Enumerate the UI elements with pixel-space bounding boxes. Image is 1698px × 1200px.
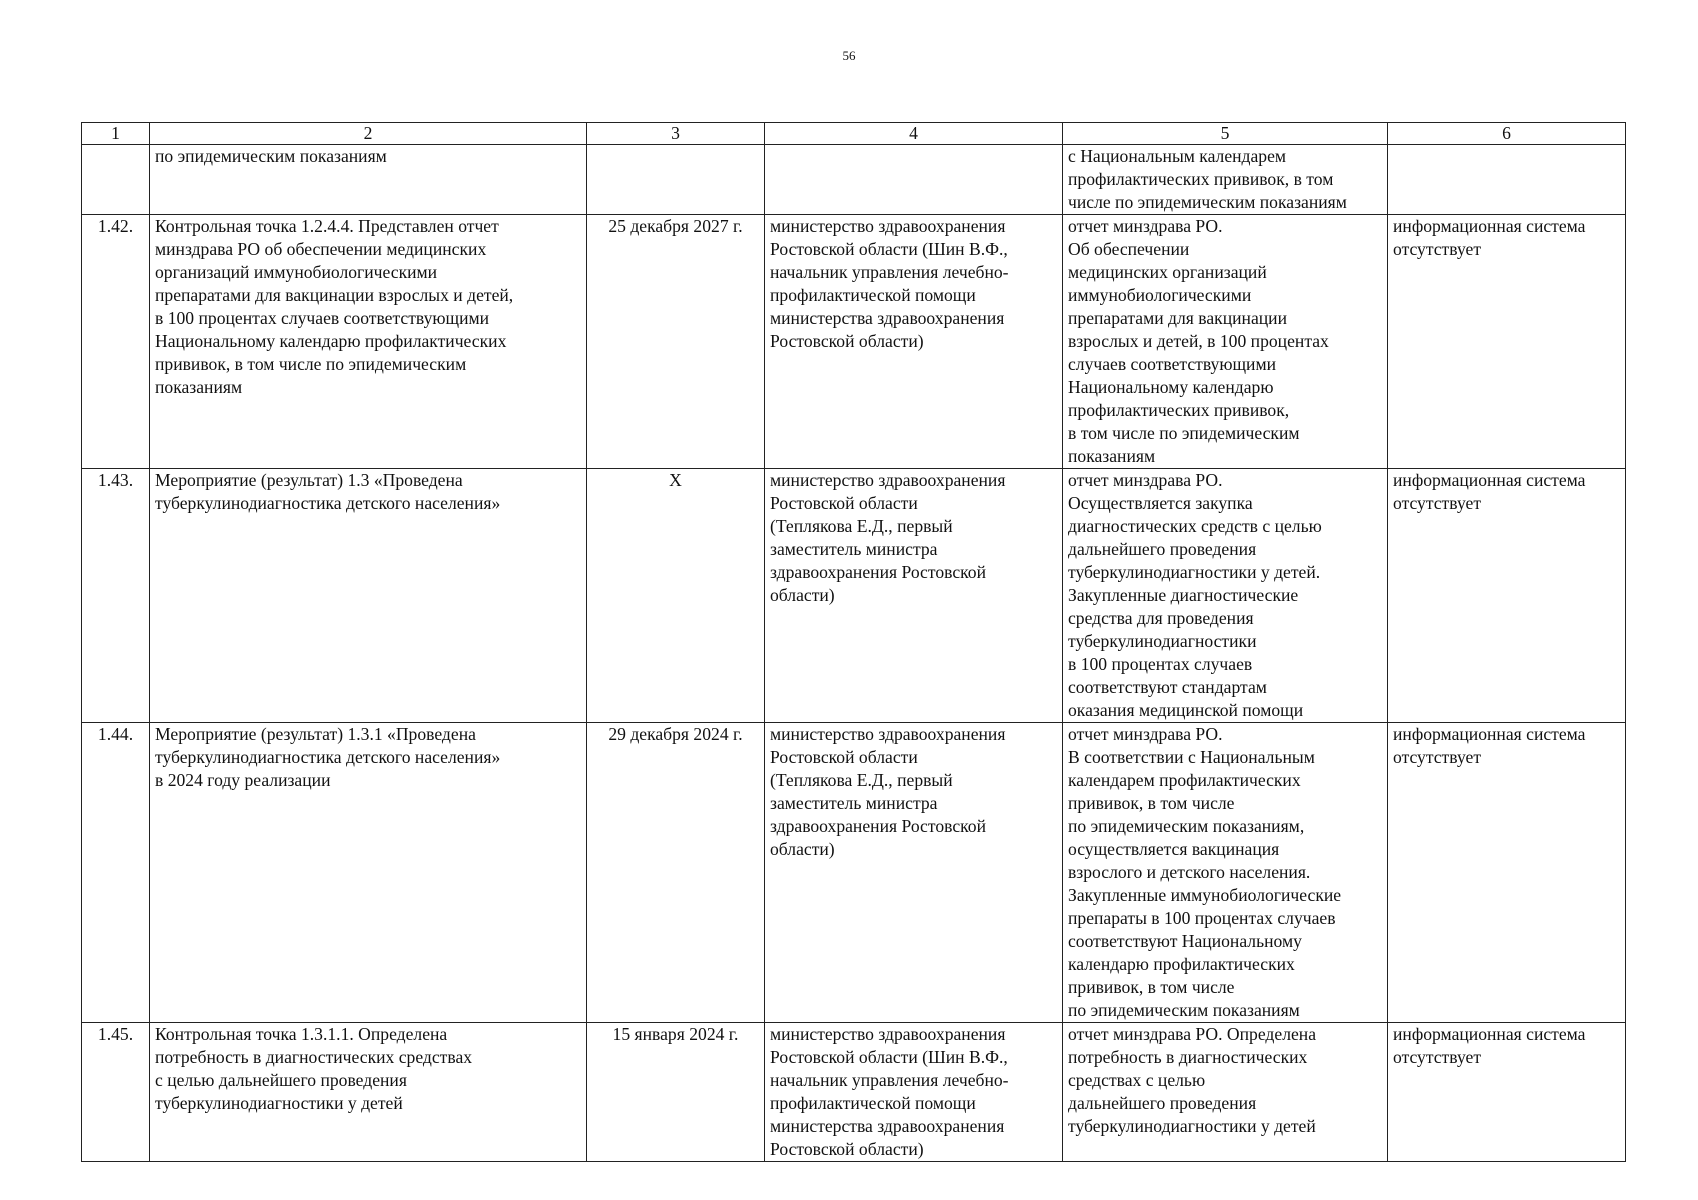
row-number-cell bbox=[82, 145, 150, 215]
text-line-content: средства для проведения bbox=[1068, 608, 1254, 628]
header-row bbox=[82, 123, 1626, 145]
text-line-content: по эпидемическим показаниям, bbox=[1068, 816, 1305, 836]
text-line-content: Национальному календарю профилактических bbox=[155, 331, 507, 351]
table-row bbox=[82, 723, 1626, 1023]
text-line bbox=[155, 376, 581, 399]
text-line-content: Осуществляется закупка bbox=[1068, 493, 1253, 513]
text-line bbox=[1068, 191, 1382, 214]
text-line-content: числе по эпидемическим показаниям bbox=[1068, 192, 1347, 212]
text-line bbox=[770, 215, 1057, 238]
text-line-content: показаниям bbox=[155, 377, 243, 397]
text-line bbox=[155, 492, 581, 515]
row-number-cell: 1.42. bbox=[82, 215, 150, 469]
text-line bbox=[1068, 769, 1382, 792]
text-line-content: дальнейшего проведения bbox=[1068, 539, 1257, 559]
text-line bbox=[1068, 145, 1382, 168]
text-line bbox=[155, 307, 581, 330]
text-line bbox=[155, 145, 581, 168]
text-line bbox=[770, 284, 1057, 307]
text-line bbox=[155, 723, 581, 746]
text-line bbox=[1068, 469, 1382, 492]
text-line bbox=[770, 307, 1057, 330]
event-name-cell bbox=[150, 215, 587, 469]
text-line-content: информационная система bbox=[1393, 470, 1586, 490]
text-line bbox=[155, 1023, 581, 1046]
text-line-content: соответствуют Национальному bbox=[1068, 931, 1302, 951]
event-name-cell bbox=[150, 723, 587, 1023]
text-line-content: иммунобиологическими bbox=[1068, 285, 1252, 305]
text-line-content: календарю профилактических bbox=[1068, 954, 1295, 974]
plan-table bbox=[81, 122, 1626, 1162]
event-name-cell bbox=[150, 1023, 587, 1162]
text-line bbox=[770, 584, 1057, 607]
text-line-content: (Теплякова Е.Д., первый bbox=[770, 770, 953, 790]
result-cell bbox=[1063, 723, 1388, 1023]
deadline-cell: 25 декабря 2027 г. bbox=[587, 215, 765, 469]
text-line-content: по эпидемическим показаниям bbox=[155, 146, 387, 166]
text-line bbox=[770, 492, 1057, 515]
text-line-content: отчет минздрава РО. bbox=[1068, 216, 1223, 236]
text-line-content: минздрава РО об обеспечении медицинских bbox=[155, 239, 487, 259]
text-line-content: потребность в диагностических средствах bbox=[155, 1047, 473, 1067]
table-row bbox=[82, 215, 1626, 469]
text-line bbox=[1068, 1069, 1382, 1092]
text-line bbox=[770, 838, 1057, 861]
deadline-cell: X bbox=[587, 469, 765, 723]
text-line bbox=[1068, 792, 1382, 815]
result-cell bbox=[1063, 469, 1388, 723]
text-line bbox=[1393, 723, 1620, 746]
text-line bbox=[1068, 1046, 1382, 1069]
text-line bbox=[1068, 676, 1382, 699]
text-line-content: в 100 процентах случаев bbox=[1068, 654, 1253, 674]
table-row bbox=[82, 469, 1626, 723]
text-line bbox=[155, 238, 581, 261]
text-line bbox=[770, 515, 1057, 538]
text-line bbox=[1068, 561, 1382, 584]
text-line-content: средствах с целью bbox=[1068, 1070, 1206, 1090]
text-line bbox=[155, 746, 581, 769]
text-line bbox=[1068, 699, 1382, 722]
text-line bbox=[770, 261, 1057, 284]
text-line bbox=[1068, 492, 1382, 515]
text-line bbox=[1393, 215, 1620, 238]
text-line-content: календарем профилактических bbox=[1068, 770, 1301, 790]
text-line-content: заместитель министра bbox=[770, 793, 938, 813]
text-line-content: с Национальным календарем bbox=[1068, 146, 1287, 166]
text-line bbox=[1068, 861, 1382, 884]
text-line-content: осуществляется вакцинация bbox=[1068, 839, 1280, 859]
info-system-cell bbox=[1388, 145, 1626, 215]
responsible-cell bbox=[765, 145, 1063, 215]
text-line-content: отсутствует bbox=[1393, 1047, 1482, 1067]
text-line bbox=[1068, 376, 1382, 399]
text-line bbox=[770, 238, 1057, 261]
text-line-content: взрослых и детей, в 100 процентах bbox=[1068, 331, 1329, 351]
text-line bbox=[1068, 422, 1382, 445]
text-line bbox=[1068, 445, 1382, 468]
text-line-content: в 100 процентах случаев соответствующими bbox=[155, 308, 490, 328]
text-line bbox=[1068, 353, 1382, 376]
text-line bbox=[1068, 607, 1382, 630]
text-line-content: Закупленные иммунобиологические bbox=[1068, 885, 1342, 905]
text-line-content: информационная система bbox=[1393, 1024, 1586, 1044]
text-line-content: туберкулинодиагностики bbox=[1068, 631, 1257, 651]
text-line-content: Ростовской области) bbox=[770, 331, 924, 351]
text-line-content: области) bbox=[770, 839, 835, 859]
text-line-content: случаев соответствующими bbox=[1068, 354, 1276, 374]
text-line-content: заместитель министра bbox=[770, 539, 938, 559]
text-line bbox=[1068, 838, 1382, 861]
text-line bbox=[1393, 492, 1620, 515]
text-line bbox=[1068, 515, 1382, 538]
text-line-content: оказания медицинской помощи bbox=[1068, 700, 1304, 720]
table-row bbox=[82, 1023, 1626, 1162]
info-system-cell bbox=[1388, 1023, 1626, 1162]
text-line-content: Ростовской области bbox=[770, 493, 918, 513]
table-row bbox=[82, 145, 1626, 215]
column-header: 1 bbox=[82, 123, 150, 145]
text-line-content: Мероприятие (результат) 1.3 «Проведена bbox=[155, 470, 463, 490]
text-line-content: организаций иммунобиологическими bbox=[155, 262, 438, 282]
text-line-content: в 2024 году реализации bbox=[155, 770, 331, 790]
text-line bbox=[770, 1069, 1057, 1092]
text-line bbox=[770, 1092, 1057, 1115]
text-line bbox=[770, 746, 1057, 769]
text-line-content: Контрольная точка 1.3.1.1. Определена bbox=[155, 1024, 448, 1044]
text-line-content: Ростовской области (Шин В.Ф., bbox=[770, 239, 1008, 259]
text-line-content: медицинских организаций bbox=[1068, 262, 1267, 282]
text-line-content: показаниям bbox=[1068, 446, 1156, 466]
row-number-cell: 1.44. bbox=[82, 723, 150, 1023]
text-line-content: Ростовской области (Шин В.Ф., bbox=[770, 1047, 1008, 1067]
text-line-content: туберкулинодиагностики у детей bbox=[155, 1093, 403, 1113]
text-line bbox=[1068, 746, 1382, 769]
result-cell bbox=[1063, 1023, 1388, 1162]
text-line-content: препараты в 100 процентах случаев bbox=[1068, 908, 1336, 928]
deadline-cell bbox=[587, 145, 765, 215]
text-line-content: министерства здравоохранения bbox=[770, 308, 1005, 328]
text-line bbox=[1068, 976, 1382, 999]
responsible-cell bbox=[765, 723, 1063, 1023]
text-line bbox=[770, 723, 1057, 746]
text-line-content: профилактической помощи bbox=[770, 285, 976, 305]
text-line-content: министерство здравоохранения bbox=[770, 216, 1006, 236]
text-line-content: профилактических прививок, в том bbox=[1068, 169, 1334, 189]
text-line bbox=[155, 261, 581, 284]
text-line-content: здравоохранения Ростовской bbox=[770, 816, 987, 836]
event-name-cell bbox=[150, 145, 587, 215]
text-line bbox=[155, 215, 581, 238]
text-line-content: прививок, в том числе bbox=[1068, 793, 1235, 813]
text-line bbox=[1393, 1023, 1620, 1046]
text-line bbox=[1068, 907, 1382, 930]
info-system-cell bbox=[1388, 723, 1626, 1023]
text-line bbox=[155, 769, 581, 792]
text-line-content: начальник управления лечебно- bbox=[770, 262, 1009, 282]
text-line-content: информационная система bbox=[1393, 724, 1586, 744]
text-line bbox=[770, 469, 1057, 492]
text-line bbox=[770, 815, 1057, 838]
text-line-content: министерства здравоохранения bbox=[770, 1116, 1005, 1136]
text-line-content: Национальному календарю bbox=[1068, 377, 1274, 397]
text-line bbox=[770, 330, 1057, 353]
text-line bbox=[770, 1138, 1057, 1161]
deadline-cell: 29 декабря 2024 г. bbox=[587, 723, 765, 1023]
text-line-content: туберкулинодиагностики у детей. bbox=[1068, 562, 1321, 582]
event-name-cell bbox=[150, 469, 587, 723]
text-line-content: министерство здравоохранения bbox=[770, 724, 1006, 744]
text-line bbox=[1068, 630, 1382, 653]
info-system-cell bbox=[1388, 469, 1626, 723]
text-line bbox=[1068, 953, 1382, 976]
text-line bbox=[1068, 1115, 1382, 1138]
result-cell bbox=[1063, 145, 1388, 215]
text-line-content: Об обеспечении bbox=[1068, 239, 1190, 259]
text-line-content: профилактической помощи bbox=[770, 1093, 976, 1113]
responsible-cell bbox=[765, 469, 1063, 723]
text-line bbox=[155, 469, 581, 492]
text-line-content: (Теплякова Е.Д., первый bbox=[770, 516, 953, 536]
text-line bbox=[1068, 653, 1382, 676]
text-line-content: Контрольная точка 1.2.4.4. Представлен отчет bbox=[155, 216, 499, 236]
info-system-cell bbox=[1388, 215, 1626, 469]
text-line-content: препаратами для вакцинации взрослых и детей, bbox=[155, 285, 514, 305]
text-line bbox=[1393, 469, 1620, 492]
text-line-content: отчет минздрава РО. Определена bbox=[1068, 1024, 1317, 1044]
text-line bbox=[1068, 884, 1382, 907]
text-line bbox=[1068, 723, 1382, 746]
text-line-content: с целью дальнейшего проведения bbox=[155, 1070, 407, 1090]
deadline-cell: 15 января 2024 г. bbox=[587, 1023, 765, 1162]
text-line bbox=[770, 1046, 1057, 1069]
text-line bbox=[770, 769, 1057, 792]
text-line-content: прививок, в том числе по эпидемическим bbox=[155, 354, 467, 374]
text-line-content: Мероприятие (результат) 1.3.1 «Проведена bbox=[155, 724, 476, 744]
text-line bbox=[1068, 930, 1382, 953]
text-line-content: здравоохранения Ростовской bbox=[770, 562, 987, 582]
text-line-content: Ростовской области) bbox=[770, 1139, 924, 1159]
text-line-content: отсутствует bbox=[1393, 493, 1482, 513]
text-line-content: туберкулинодиагностики у детей bbox=[1068, 1116, 1316, 1136]
text-line bbox=[1068, 815, 1382, 838]
result-cell bbox=[1063, 215, 1388, 469]
column-header: 4 bbox=[765, 123, 1063, 145]
column-header: 5 bbox=[1063, 123, 1388, 145]
text-line-content: дальнейшего проведения bbox=[1068, 1093, 1257, 1113]
text-line bbox=[1068, 399, 1382, 422]
text-line-content: прививок, в том числе bbox=[1068, 977, 1235, 997]
text-line-content: профилактических прививок, bbox=[1068, 400, 1290, 420]
text-line bbox=[1068, 999, 1382, 1022]
text-line bbox=[1068, 584, 1382, 607]
column-header: 6 bbox=[1388, 123, 1626, 145]
text-line-content: туберкулинодиагностика детского населения» bbox=[155, 493, 501, 513]
text-line bbox=[1068, 1023, 1382, 1046]
text-line-content: В соответствии с Национальным bbox=[1068, 747, 1315, 767]
text-line bbox=[1068, 215, 1382, 238]
text-line-content: взрослого и детского населения. bbox=[1068, 862, 1311, 882]
text-line bbox=[155, 353, 581, 376]
text-line bbox=[1068, 330, 1382, 353]
text-line bbox=[1068, 307, 1382, 330]
text-line-content: отчет минздрава РО. bbox=[1068, 724, 1223, 744]
responsible-cell bbox=[765, 1023, 1063, 1162]
text-line-content: министерство здравоохранения bbox=[770, 470, 1006, 490]
text-line-content: Закупленные диагностические bbox=[1068, 585, 1299, 605]
text-line-content: диагностических средств с целью bbox=[1068, 516, 1322, 536]
text-line bbox=[770, 1115, 1057, 1138]
text-line-content: препаратами для вакцинации bbox=[1068, 308, 1288, 328]
text-line bbox=[770, 538, 1057, 561]
text-line bbox=[1068, 168, 1382, 191]
text-line-content: министерство здравоохранения bbox=[770, 1024, 1006, 1044]
text-line-content: потребность в диагностических bbox=[1068, 1047, 1308, 1067]
column-header: 2 bbox=[150, 123, 587, 145]
text-line-content: отчет минздрава РО. bbox=[1068, 470, 1223, 490]
text-line-content: в том числе по эпидемическим bbox=[1068, 423, 1300, 443]
text-line-content: туберкулинодиагностика детского населения» bbox=[155, 747, 501, 767]
text-line bbox=[1068, 538, 1382, 561]
text-line bbox=[770, 1023, 1057, 1046]
text-line bbox=[155, 1069, 581, 1092]
row-number-cell: 1.43. bbox=[82, 469, 150, 723]
text-line-content: начальник управления лечебно- bbox=[770, 1070, 1009, 1090]
text-line bbox=[1393, 746, 1620, 769]
text-line-content: информационная система bbox=[1393, 216, 1586, 236]
text-line bbox=[1068, 1092, 1382, 1115]
row-number-cell: 1.45. bbox=[82, 1023, 150, 1162]
text-line bbox=[1393, 1046, 1620, 1069]
text-line-content: отсутствует bbox=[1393, 747, 1482, 767]
text-line bbox=[155, 1046, 581, 1069]
text-line bbox=[155, 330, 581, 353]
text-line-content: области) bbox=[770, 585, 835, 605]
text-line bbox=[1068, 238, 1382, 261]
text-line bbox=[770, 792, 1057, 815]
text-line-content: по эпидемическим показаниям bbox=[1068, 1000, 1300, 1020]
text-line bbox=[155, 284, 581, 307]
responsible-cell bbox=[765, 215, 1063, 469]
text-line-content: отсутствует bbox=[1393, 239, 1482, 259]
text-line bbox=[1068, 284, 1382, 307]
text-line bbox=[155, 1092, 581, 1115]
text-line bbox=[1393, 238, 1620, 261]
text-line bbox=[1068, 261, 1382, 284]
page-number: 56 bbox=[842, 48, 856, 63]
text-line-content: соответствуют стандартам bbox=[1068, 677, 1267, 697]
text-line-content: Ростовской области bbox=[770, 747, 918, 767]
text-line bbox=[770, 561, 1057, 584]
column-header: 3 bbox=[587, 123, 765, 145]
